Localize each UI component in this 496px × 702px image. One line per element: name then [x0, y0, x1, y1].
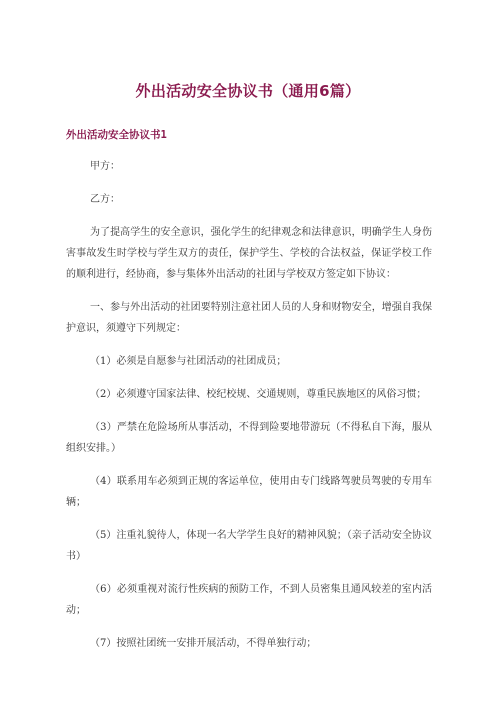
- paragraph-party-a: 甲方：: [90, 161, 120, 172]
- paragraph-preamble: 为了提高学生的安全意识，强化学生的纪律观念和法律意识，明确学生人身伤害事故发生时学校与学生双方的责任，保护学生、学校的合法权益，保证学校工作的顺利进行，经协商，参与集体外出活动的社团与学校双方签定如下协议：: [66, 227, 432, 280]
- paragraph-item-3: （3）严禁在危险场所从事活动，不得到险要地带游玩（不得私自下海，服从组织安排。）: [66, 422, 432, 454]
- document-title: 外出活动安全协议书（通用6篇）: [135, 82, 361, 100]
- paragraph-item-1: （1）必须是自愿参与社团活动的社团成员；: [90, 356, 287, 367]
- paragraph-item-5: （5）注重礼貌待人，体现一名大学学生良好的精神风貌；（亲子活动安全协议书）: [66, 530, 432, 562]
- paragraph-clause-1: 一、参与外出活动的社团要特别注意社团人员的人身和财物安全，增强自我保护意识，须遵守下列规定：: [66, 302, 432, 334]
- paragraph-item-4: （4）联系用车必须到正规的客运单位，使用由专门线路驾驶员驾驶的专用车辆；: [66, 476, 432, 508]
- section-heading: 外出活动安全协议书1: [66, 129, 167, 141]
- paragraph-item-6: （6）必须重视对流行性疾病的预防工作，不到人员密集且通风较差的室内活动；: [66, 584, 432, 616]
- paragraph-item-2: （2）必须遵守国家法律、校纪校规、交通规则，尊重民族地区的风俗习惯；: [90, 389, 427, 400]
- paragraph-item-7: （7）按照社团统一安排开展活动，不得单独行动；: [90, 638, 317, 649]
- paragraph-party-b: 乙方：: [90, 194, 120, 205]
- document-body: [66, 156, 432, 666]
